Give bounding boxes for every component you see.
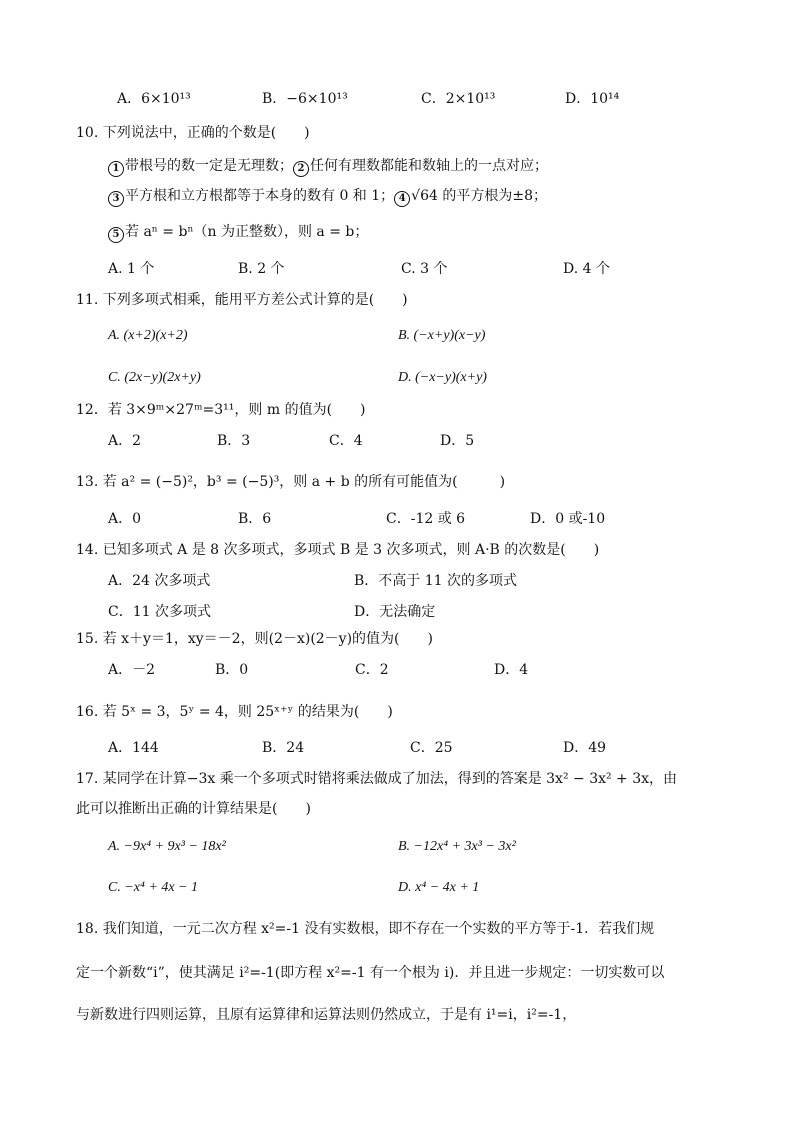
q10-statement-2: 任何有理数都能和数轴上的一点对应； bbox=[310, 158, 548, 174]
q13-option-b: B．6 bbox=[238, 511, 272, 527]
q10-statement-5: 若 aⁿ = bⁿ（n 为正整数），则 a = b； bbox=[125, 224, 369, 240]
q11-option-d: D. (−x−y)(x+y) bbox=[398, 370, 487, 385]
q16-option-c: C．25 bbox=[410, 740, 453, 756]
q9-option-c: C．2×10¹³ bbox=[421, 91, 496, 107]
q13-option-d: D．0 或-10 bbox=[530, 511, 606, 527]
q10-option-d: D. 4 个 bbox=[563, 261, 610, 277]
q17-option-a: A. −9x⁴ + 9x³ − 18x² bbox=[108, 839, 226, 854]
q13-stem: 13. 若 a² = (−5)²，b³ = (−5)³，则 a + b 的所有可能值为( ) bbox=[76, 474, 506, 490]
q18-line2: 定一个新数“i”，使其满足 i²=-1(即方程 x²=-1 有一个根为 i)．并且进一步规定：一切实数可以 bbox=[76, 965, 665, 981]
q12-stem: 12．若 3×9ᵐ×27ᵐ=3¹¹，则 m 的值为( ) bbox=[76, 402, 366, 418]
q15-option-b: B．0 bbox=[215, 662, 249, 678]
q10-statement-4: √64 的平方根为±8； bbox=[411, 188, 547, 204]
q16-stem: 16. 若 5ˣ = 3，5ʸ = 4，则 25ˣ⁺ʸ 的结果为( ) bbox=[76, 704, 393, 720]
q16-option-b: B．24 bbox=[262, 740, 305, 756]
q16-option-d: D．49 bbox=[563, 740, 607, 756]
q17-option-c: C. −x⁴ + 4x − 1 bbox=[108, 880, 198, 895]
q15-option-d: D．4 bbox=[494, 662, 529, 678]
q10-option-a: A. 1 个 bbox=[108, 261, 155, 277]
q10-statements-row1 bbox=[108, 157, 548, 177]
q10-statements-row2 bbox=[108, 187, 547, 207]
q10-statements-row3 bbox=[108, 223, 368, 243]
q9-option-b: B．−6×10¹³ bbox=[262, 91, 348, 107]
q11-option-b: B. (−x+y)(x−y) bbox=[398, 328, 486, 343]
q14-option-b: B．不高于 11 次的多项式 bbox=[354, 573, 518, 589]
q12-option-c: C．4 bbox=[329, 433, 363, 449]
q15-stem: 15. 若 x＋y＝1，xy＝－2，则(2－x)(2－y)的值为( ) bbox=[76, 631, 433, 647]
q15-option-a: A．－2 bbox=[108, 662, 156, 678]
circled-2-icon: 2 bbox=[293, 161, 309, 177]
q11-option-c: C. (2x−y)(2x+y) bbox=[108, 370, 201, 385]
q10-statement-3: 平方根和立方根都等于本身的数有 0 和 1； bbox=[125, 188, 395, 204]
q12-option-d: D．5 bbox=[440, 433, 475, 449]
q18-line1: 18. 我们知道，一元二次方程 x²=-1 没有实数根，即不存在一个实数的平方等于-1．若我们规 bbox=[76, 921, 655, 937]
q10-stem: 10. 下列说法中，正确的个数是( ) bbox=[76, 125, 310, 141]
circled-1-icon: 1 bbox=[108, 161, 124, 177]
q10-option-c: C. 3 个 bbox=[401, 261, 448, 277]
q9-option-d: D．10¹⁴ bbox=[565, 91, 620, 107]
q17-stem-line2: 此可以推断出正确的计算结果是( ) bbox=[76, 801, 311, 817]
q13-option-a: A．0 bbox=[108, 511, 142, 527]
q18-line3: 与新数进行四则运算，且原有运算律和运算法则仍然成立，于是有 i¹=i，i²=-1， bbox=[76, 1007, 577, 1023]
q11-stem: 11. 下列多项式相乘，能用平方差公式计算的是( ) bbox=[76, 292, 408, 308]
q11-option-a: A. (x+2)(x+2) bbox=[108, 328, 188, 343]
q14-option-a: A．24 次多项式 bbox=[108, 573, 211, 589]
circled-4-icon: 4 bbox=[394, 191, 410, 207]
q17-option-d: D. x⁴ − 4x + 1 bbox=[398, 880, 480, 895]
circled-3-icon: 3 bbox=[108, 191, 124, 207]
q12-option-a: A．2 bbox=[108, 433, 142, 449]
q15-option-c: C．2 bbox=[355, 662, 389, 678]
q14-stem: 14. 已知多项式 A 是 8 次多项式，多项式 B 是 3 次多项式，则 A·B 的次数是( ) bbox=[76, 542, 600, 558]
q16-option-a: A．144 bbox=[108, 740, 159, 756]
circled-5-icon: 5 bbox=[108, 227, 124, 243]
q14-option-d: D．无法确定 bbox=[354, 604, 436, 620]
q9-option-a: A．6×10¹³ bbox=[117, 91, 191, 107]
q13-option-c: C．-12 或 6 bbox=[386, 511, 466, 527]
q17-stem-line1: 17. 某同学在计算−3x 乘一个多项式时错将乘法做成了加法，得到的答案是 3x² − 3x² + 3x，由 bbox=[76, 771, 678, 787]
q10-option-b: B. 2 个 bbox=[238, 261, 285, 277]
q14-option-c: C．11 次多项式 bbox=[108, 604, 211, 620]
q12-option-b: B．3 bbox=[217, 433, 251, 449]
q10-statement-1: 带根号的数一定是无理数； bbox=[125, 158, 293, 174]
q17-option-b: B. −12x⁴ + 3x³ − 3x² bbox=[398, 839, 516, 854]
